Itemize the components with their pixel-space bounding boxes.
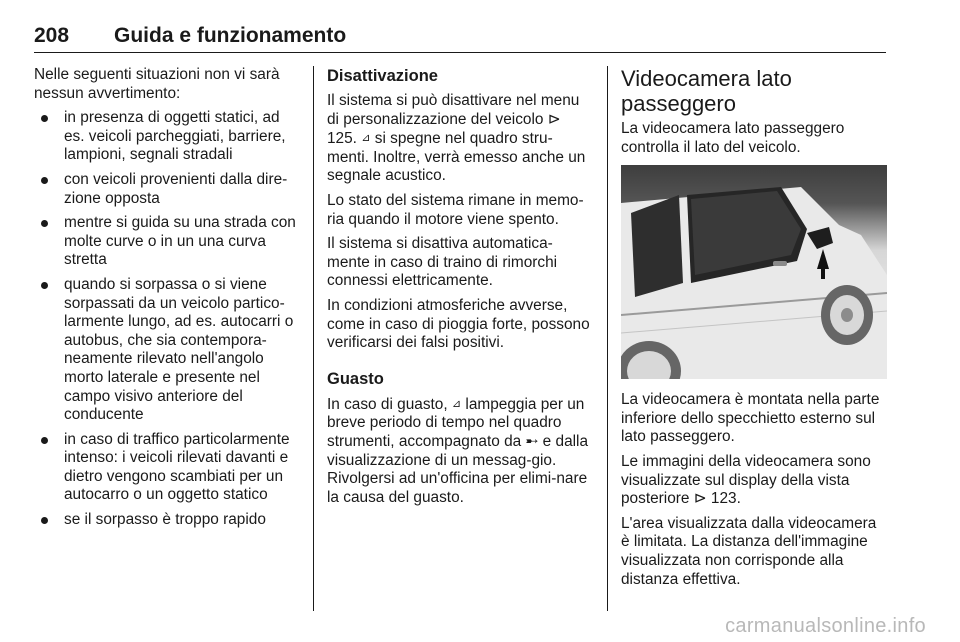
- list-item: in caso di traffico particolarmente intenso: i veicoli rilevati davanti e dietro vengono scambiati per un autocarro o un oggetto statico: [34, 431, 300, 505]
- list-item: se il sorpasso è troppo rapido: [34, 511, 300, 530]
- bullet-icon: [41, 115, 48, 122]
- page-reference[interactable]: 123.: [710, 490, 741, 508]
- deactivation-paragraph-2: Lo stato del sistema rimane in memo-ria quando il motore viene spento.: [327, 191, 584, 228]
- page-reference[interactable]: 125.: [327, 130, 357, 148]
- list-item: con veicoli provenienti dalla dire-zione opposta: [34, 171, 300, 208]
- camera-display-paragraph: Le immagini della videocamera sono visualizzate sul display della vista posteriore ⊳ 123.: [621, 452, 871, 508]
- page-header: [34, 22, 886, 50]
- column-divider-1: [313, 66, 314, 611]
- bullet-icon: [41, 517, 48, 524]
- passenger-camera-photo: [621, 165, 887, 379]
- deactivation-paragraph-4: In condizioni atmosferiche avverse, come in caso di pioggia forte, possono verificarsi dei falsi positivi.: [327, 296, 590, 352]
- reference-arrow-icon: ⊳: [693, 490, 707, 508]
- list-item: mentre si guida su una strada con molte curve o in un una curva stretta: [34, 214, 300, 270]
- vehicle-side-illustration: [621, 165, 887, 379]
- column-right: [621, 66, 887, 595]
- watermark: carmanualsonline.info: [725, 615, 926, 637]
- deactivation-paragraph-1: Il sistema si può disattivare nel menu di personalizzazione del veicolo ⊳ 125. ⊿ si spegne nel quadro stru-menti. Inoltre, verrà emesso anche un segnale acustico.: [327, 92, 586, 185]
- fault-paragraph: In caso di guasto, ⊿ lampeggia per un breve periodo di tempo nel quadro strumenti, accompagnato da ➸ e dalla visualizzazione di un messag-gio. Rivolgersi ad un'officina per elimi-nare la causa del guasto.: [327, 395, 589, 506]
- column-middle: [327, 66, 593, 513]
- heading-deactivation: Disattivazione: [327, 67, 438, 85]
- column-divider-2: [607, 66, 608, 611]
- deactivation-paragraph-3: Il sistema si disattiva automatica-mente in caso di traino di rimorchi connessi elettricamente.: [327, 235, 558, 290]
- camera-location-paragraph: La videocamera è montata nella parte inferiore dello specchietto esterno sul lato passeggero.: [621, 391, 880, 446]
- list-item: quando si sorpassa o si viene sorpassati da un veicolo partico-larmente lungo, ad es. autocarri o autobus, che sia contempora-neamente rilevato nell'angolo morto laterale e presente nel campo visivo anteriore del conducente: [34, 276, 300, 425]
- intro-paragraph: Nelle seguenti situazioni non vi sarà nessun avvertimento:: [34, 66, 280, 102]
- bullet-icon: [41, 282, 48, 289]
- blind-spot-warning-icon: ⊿: [451, 397, 462, 410]
- section-title: Videocamera lato passeggero: [621, 66, 792, 116]
- reference-arrow-icon: ⊳: [547, 110, 561, 128]
- indicator-icon: ➸: [525, 432, 539, 450]
- chapter-title: Guida e funzionamento: [114, 24, 347, 47]
- no-warning-list: [34, 109, 300, 529]
- bullet-icon: [41, 437, 48, 444]
- heading-fault: Guasto: [327, 369, 384, 388]
- column-left: [34, 66, 300, 536]
- camera-intro-paragraph: La videocamera lato passeggero controlla il lato del veicolo.: [621, 120, 845, 156]
- page-number: 208: [34, 24, 70, 47]
- header-rule: [34, 52, 886, 53]
- list-item: in presenza di oggetti statici, ad es. veicoli parcheggiati, barriere, lampioni, segnali stradali: [34, 109, 300, 165]
- bullet-icon: [41, 220, 48, 227]
- bullet-icon: [41, 177, 48, 184]
- blind-spot-warning-icon: ⊿: [361, 132, 371, 145]
- camera-limitation-paragraph: L'area visualizzata dalla videocamera è limitata. La distanza dell'immagine visualizzata non corrisponde alla distanza effettiva.: [621, 514, 877, 588]
